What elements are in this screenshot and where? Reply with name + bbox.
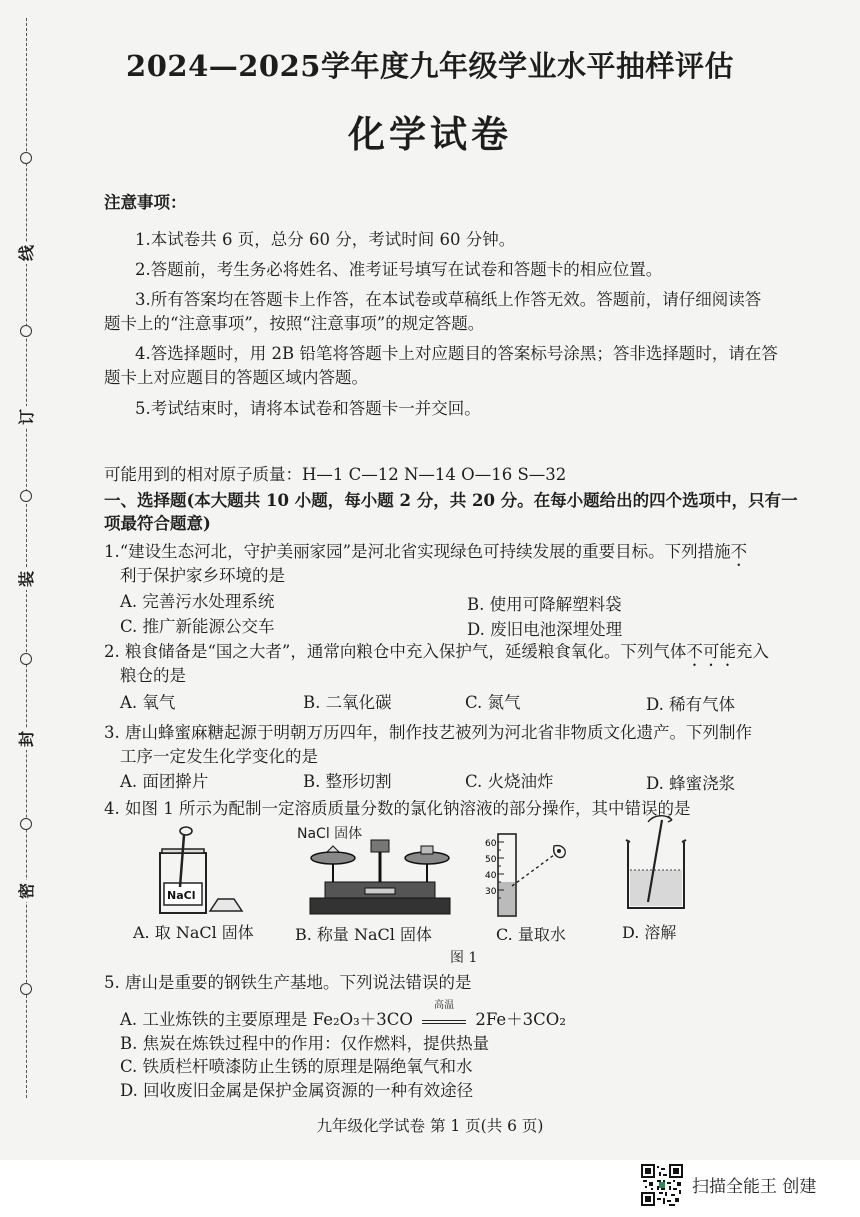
atomic-mass-line: 可能用到的相对原子质量：H—1 C—12 N—14 O—16 S—32	[104, 465, 567, 484]
q2-option-a: A. 氧气	[120, 693, 176, 712]
cyl-tick-60: 60	[485, 839, 497, 849]
q1-option-a: A. 完善污水处理系统	[120, 592, 275, 611]
q5-option-d: D. 回收废旧金属是保护金属资源的一种有效途径	[120, 1081, 474, 1100]
binding-char-feng: 封	[16, 728, 38, 750]
q3-option-c: C. 火烧油炸	[465, 772, 554, 791]
figure-d-caption: D. 溶解	[622, 923, 677, 942]
q2-stem-1: 2. 粮食储备是“国之大者”，通常向粮仓中充入保护气，延缓粮食氧化。下列气体不可能充入	[104, 642, 769, 661]
binding-char-xian: 线	[16, 242, 38, 264]
q5-option-a: A. 工业炼铁的主要原理是 Fe₂O₃＋3CO 高温 2Fe＋3CO₂	[120, 1000, 566, 1029]
figure-a-caption: A. 取 NaCl 固体	[133, 923, 254, 942]
figure-caption: 图 1	[450, 950, 478, 966]
figure-a-take-nacl	[150, 825, 280, 920]
q2-option-c: C. 氮气	[465, 693, 521, 712]
notice-item-4a: 4.答选择题时，用 2B 铅笔将答题卡上对应题目的答案标号涂黑；答非选择题时，请在答	[135, 344, 778, 363]
q3-option-a: A. 面团擀片	[120, 772, 209, 791]
notice-item-3a: 3.所有答案均在答题卡上作答，在本试卷或草稿纸上作答无效。答题前，请仔细阅读答	[135, 290, 762, 309]
binding-hole	[20, 818, 32, 830]
section1-heading-1: 一、选择题(本大题共 10 小题，每小题 2 分，共 20 分。在每小题给出的四个选项中，只有一	[104, 491, 798, 510]
exam-title: 2024—2025学年度九年级学业水平抽样评估	[126, 49, 734, 83]
section1-heading-2: 项最符合题意)	[104, 514, 211, 533]
page-footer: 九年级化学试卷 第 1 页(共 6 页)	[316, 1117, 544, 1135]
binding-margin	[0, 0, 60, 1160]
notice-item-4b: 题卡上对应题目的答题区域内答题。	[104, 368, 368, 387]
q5-option-b: B. 焦炭在炼铁过程中的作用：仅作燃料，提供热量	[120, 1034, 490, 1053]
qr-code-icon	[641, 1164, 683, 1206]
figure-d-beaker	[618, 812, 698, 916]
q1-stem-2: 利于保护家乡环境的是	[120, 566, 285, 585]
q3-stem-1: 3. 唐山蜂蜜麻糖起源于明朝万历四年，制作技艺被列为河北省非物质文化遗产。下列制作	[104, 723, 752, 742]
q4-stem: 4. 如图 1 所示为配制一定溶质质量分数的氯化钠溶液的部分操作，其中错误的是	[104, 799, 691, 818]
figure-c-cylinder	[485, 830, 578, 922]
figure-b-label: NaCl 固体	[297, 826, 363, 842]
q2-option-b: B. 二氧化碳	[303, 693, 392, 712]
q3-stem-2: 工序一定发生化学变化的是	[120, 747, 318, 766]
exam-subtitle: 化学试卷	[348, 112, 512, 156]
jar-label: NaCl	[167, 889, 196, 902]
q1-option-b: B. 使用可降解塑料袋	[467, 595, 622, 614]
binding-hole	[20, 490, 32, 502]
binding-char-ding: 订	[16, 406, 38, 428]
q3-option-b: B. 整形切割	[303, 772, 392, 791]
binding-hole	[20, 983, 32, 995]
binding-char-zhuang: 装	[16, 568, 38, 590]
q5-option-c: C. 铁质栏杆喷漆防止生锈的原理是隔绝氧气和水	[120, 1057, 473, 1076]
cyl-tick-50: 50	[485, 855, 497, 865]
binding-hole	[20, 653, 32, 665]
binding-hole	[20, 325, 32, 337]
notice-item-3b: 题卡上的“注意事项”，按照“注意事项”的规定答题。	[104, 314, 485, 333]
notice-item-1: 1.本试卷共 6 页，总分 60 分，考试时间 60 分钟。	[135, 230, 516, 249]
scanner-watermark-text: 扫描全能王 创建	[692, 1177, 817, 1197]
q1-option-c: C. 推广新能源公交车	[120, 617, 275, 636]
q5-stem: 5. 唐山是重要的钢铁生产基地。下列说法错误的是	[104, 973, 472, 992]
figure-c-caption: C. 量取水	[496, 925, 566, 944]
notice-item-2: 2.答题前，考生务必将姓名、准考证号填写在试卷和答题卡的相应位置。	[135, 260, 663, 279]
binding-dashed-line	[26, 18, 27, 1098]
q3-option-d: D. 蜂蜜浇浆	[646, 774, 736, 793]
q2-option-d: D. 稀有气体	[646, 695, 736, 714]
notice-heading: 注意事项：	[104, 193, 187, 212]
reaction-condition: 高温	[434, 1000, 455, 1011]
cyl-tick-40: 40	[485, 871, 497, 881]
cyl-tick-30: 30	[485, 887, 497, 897]
q1-option-d: D. 废旧电池深埋处理	[467, 620, 623, 639]
figure-b-balance	[305, 838, 455, 920]
q1-stem-1: 1.“建设生态河北，守护美丽家园”是河北省实现绿色可持续发展的重要目标。下列措施不	[104, 542, 748, 561]
binding-char-mi: 密	[16, 880, 38, 902]
q2-stem-2: 粮仓的是	[120, 666, 186, 685]
notice-item-5: 5.考试结束时，请将本试卷和答题卡一并交回。	[135, 399, 481, 418]
figure-b-caption: B. 称量 NaCl 固体	[295, 925, 433, 944]
